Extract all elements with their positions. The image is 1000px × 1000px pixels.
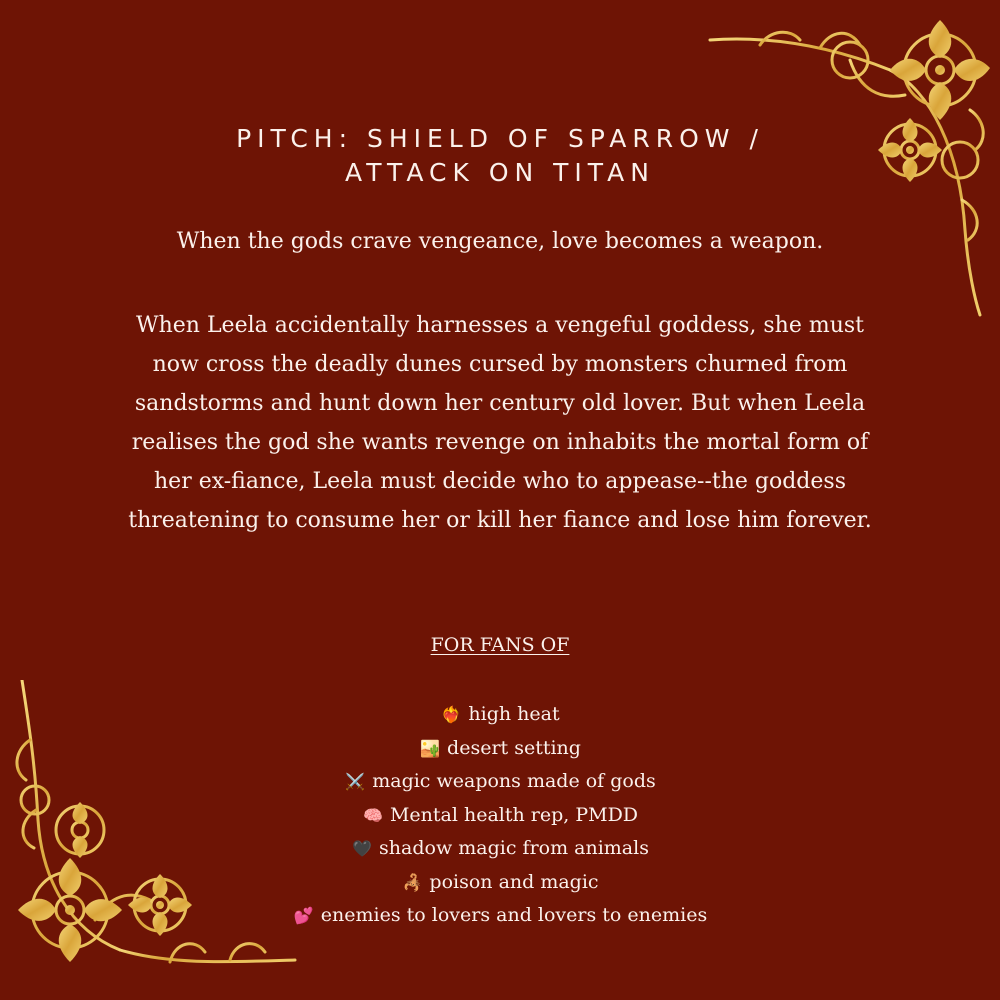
fire-heart-icon: ❤️‍🔥 [441, 705, 462, 724]
crossed-swords-icon: ⚔️ [345, 772, 366, 791]
pitch-blurb: When Leela accidentally harnesses a vengeful goddess, she must now cross the deadly dunes cursed by monsters churned from sandstorms and hunt down her century old lover. But when Leela realises the god she wants revenge on inhabits the mortal form of her ex-fiance, Leela must decide who to appease--the goddess threatening to consume her or kill her fiance and lose him forever. [128, 313, 872, 533]
list-item [0, 765, 1000, 799]
brain-icon: 🧠 [362, 805, 383, 825]
list-item-text: shadow magic from animals [379, 837, 649, 859]
list-item-text: poison and magic [429, 870, 599, 893]
list-item [0, 899, 1000, 933]
list-item-text: desert setting [447, 736, 581, 759]
list-item-text: magic weapons made of gods [372, 770, 656, 792]
list-item-text: enemies to lovers and lovers to enemies [320, 904, 708, 926]
list-item [0, 732, 1000, 766]
two-hearts-icon: 💕 [293, 906, 314, 925]
pitch-title-line-2: ATTACK ON TITAN [345, 158, 655, 187]
pitch-title-line-1: PITCH: SHIELD OF SPARROW / [236, 124, 764, 153]
desert-icon: 🏜️ [420, 738, 440, 758]
list-item [0, 866, 1000, 900]
tagline: When the gods crave vengeance, love becomes a weapon. [176, 229, 824, 254]
list-item [0, 799, 1000, 833]
fans-list [0, 698, 1000, 933]
scorpion-icon: 🦂 [402, 872, 423, 892]
list-item-text: high heat [468, 703, 560, 725]
black-heart-icon: 🖤 [352, 839, 372, 858]
list-item [0, 832, 1000, 866]
list-item-text: Mental health rep, PMDD [389, 803, 639, 826]
for-fans-of-heading: FOR FANS OF [430, 634, 570, 656]
pitch-title [0, 122, 1000, 190]
list-item [0, 698, 1000, 732]
